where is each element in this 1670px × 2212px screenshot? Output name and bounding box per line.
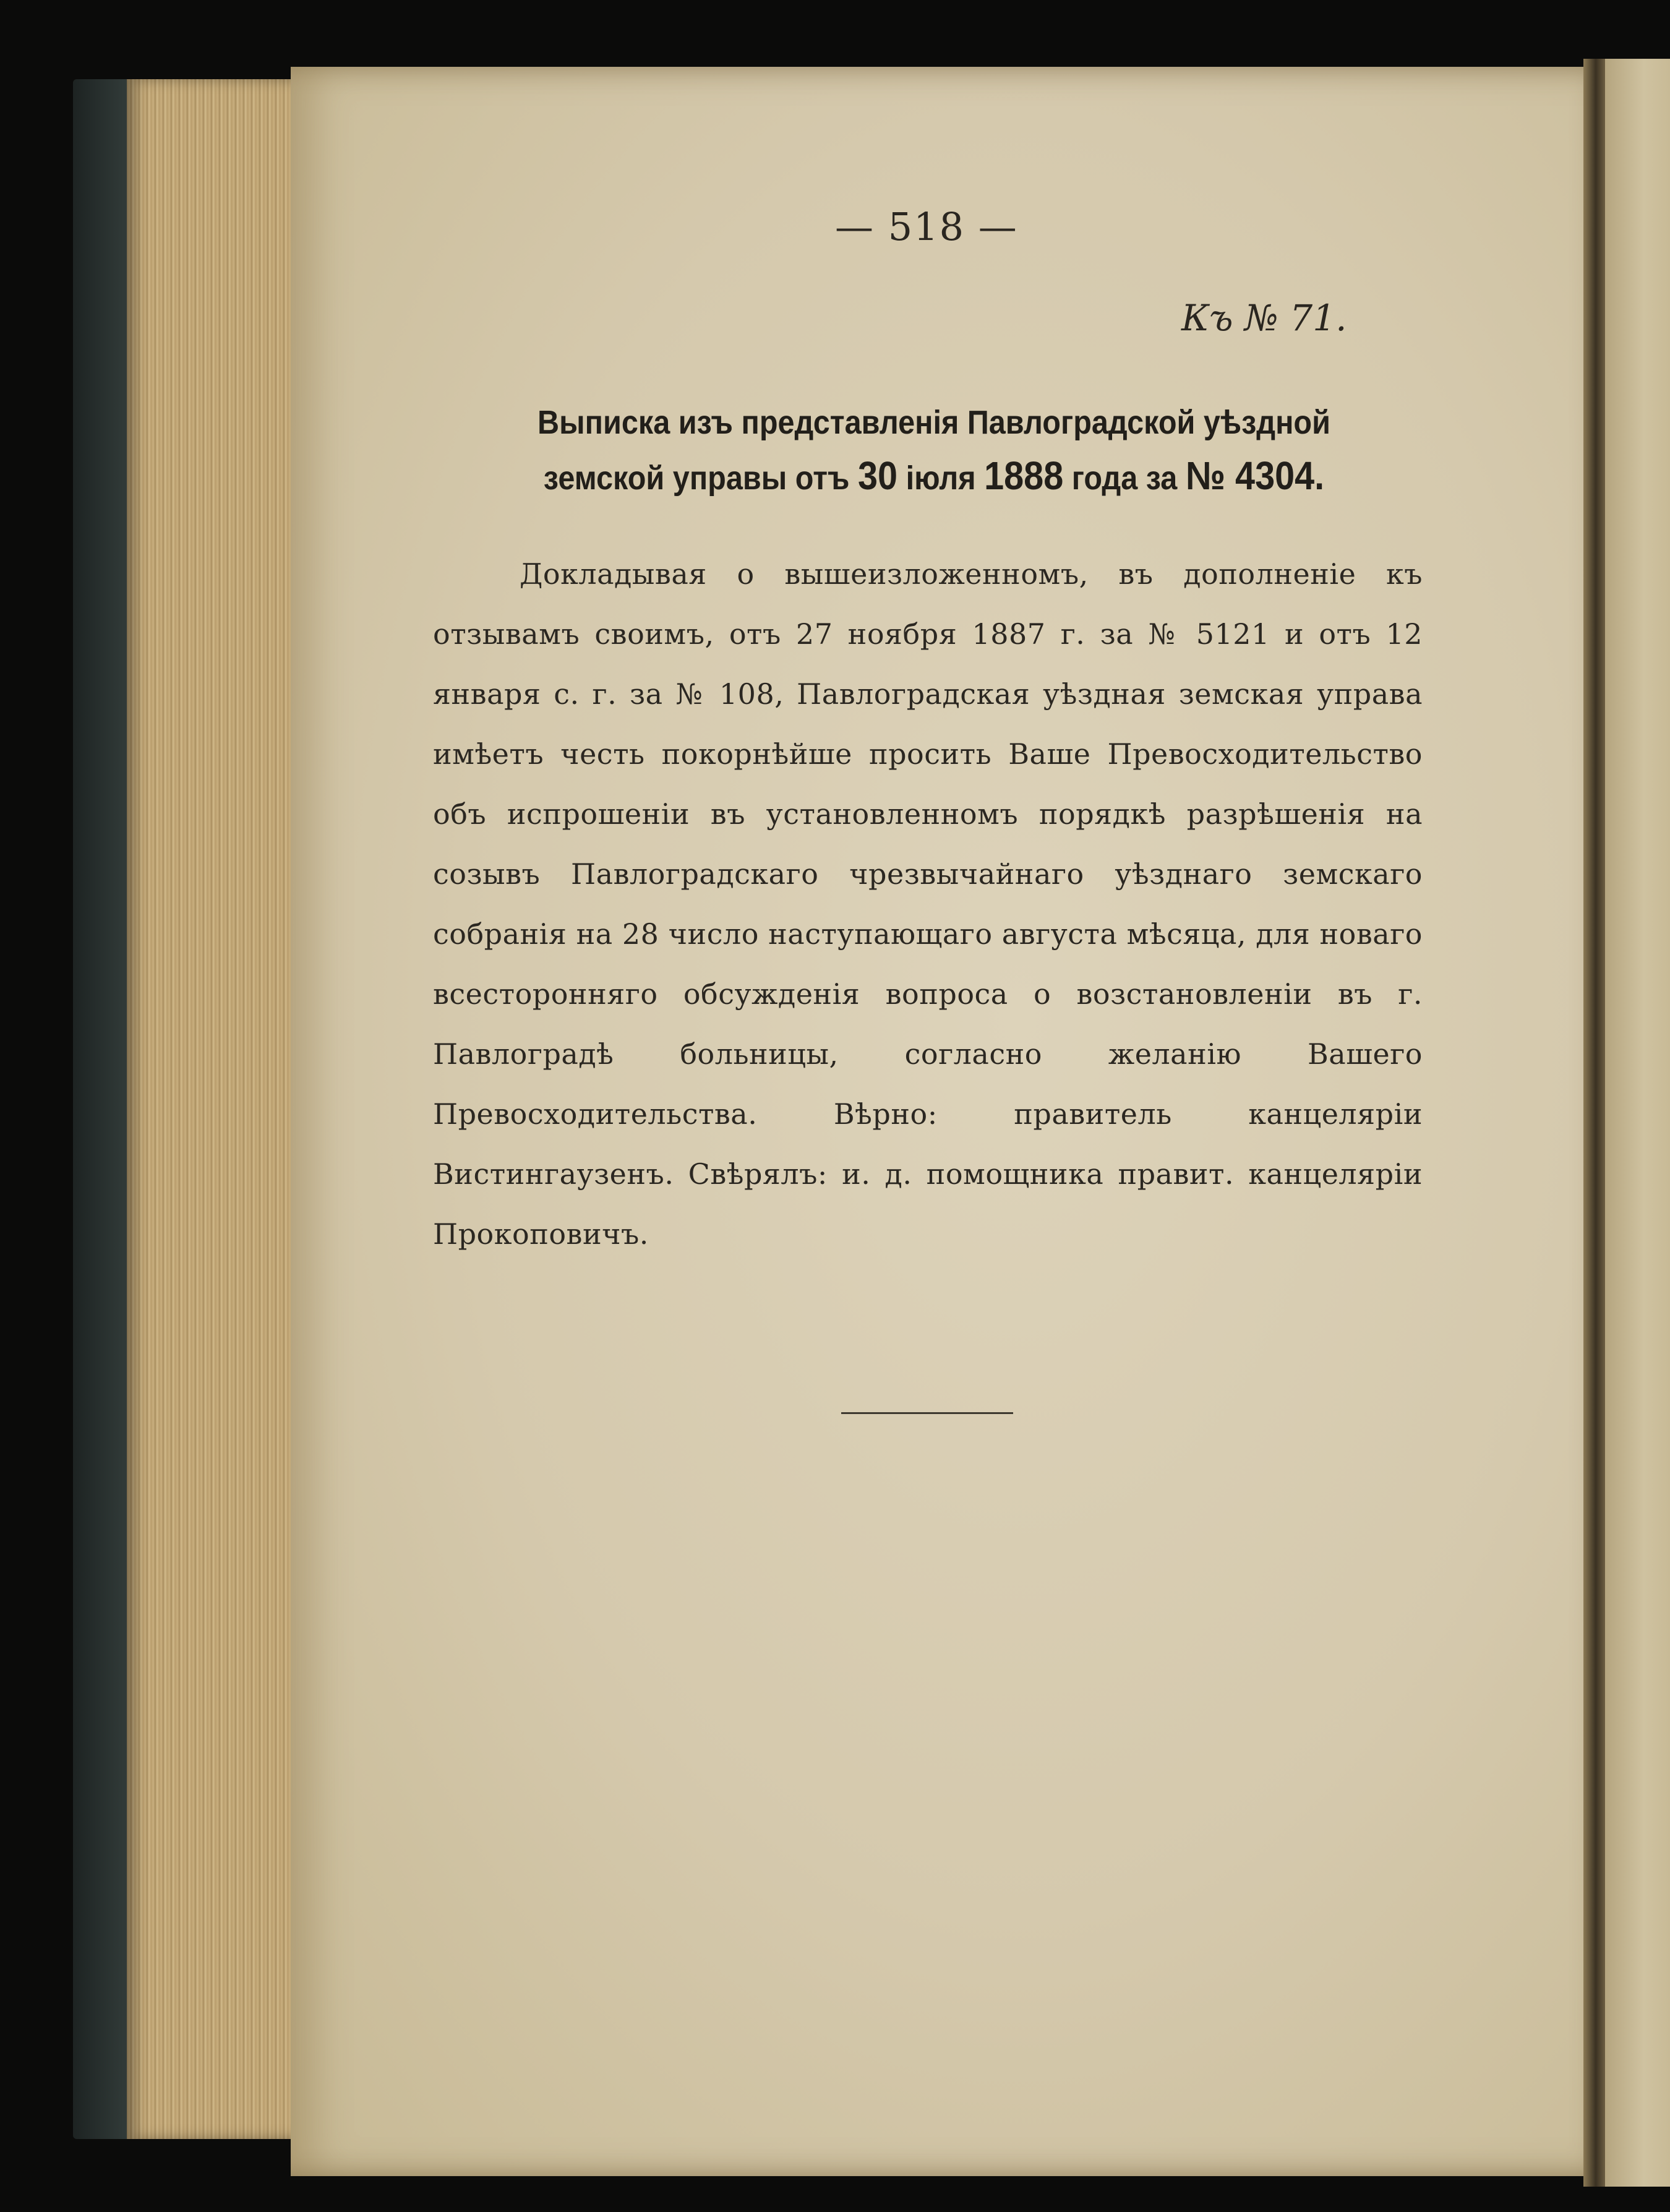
next-page-edge — [1605, 59, 1670, 2187]
heading-year: 1888 — [984, 453, 1064, 498]
page-number: — 518 — — [835, 204, 1018, 249]
document-heading — [483, 396, 1385, 505]
body-text: Докладывая о вышеизложенномъ, въ дополненіе къ отзывамъ своимъ, отъ 27 ноября 1887 г. за № 5121 и отъ 12 января с. г. за № 108, Павлоградская уѣздная земская управа имѣетъ честь покорнѣйше просить Ваше Превосходительство объ испрошеніи въ установленномъ порядкѣ разрѣшенія на созывъ Павлоградскаго чрезвычайнаго уѣзднаго земскаго собранія на 28 число наступающаго августа мѣсяца, для новаго всесторонняго обсужденія вопроса о возстановленіи въ г. Павлоградѣ больницы, согласно желанію Вашего Превосходительства. Вѣрно: правитель канцеляріи Вистингаузенъ. Свѣрялъ: и. д. помощника правит. канцеляріи Прокоповичъ. — [433, 557, 1423, 1251]
heading-text-2: іюля — [897, 460, 985, 497]
body-paragraph — [433, 544, 1423, 1264]
heading-date: 30 — [857, 453, 898, 498]
attachment-reference: Къ № 71. — [1181, 297, 1347, 339]
end-rule — [841, 1412, 1013, 1414]
heading-number: № 4304. — [1185, 453, 1325, 498]
heading-text-3: года за — [1063, 460, 1186, 497]
book-gutter — [1583, 59, 1608, 2187]
heading-text-1: Выписка изъ представленія Павлоградской уѣздной земской управы отъ — [537, 404, 1330, 497]
